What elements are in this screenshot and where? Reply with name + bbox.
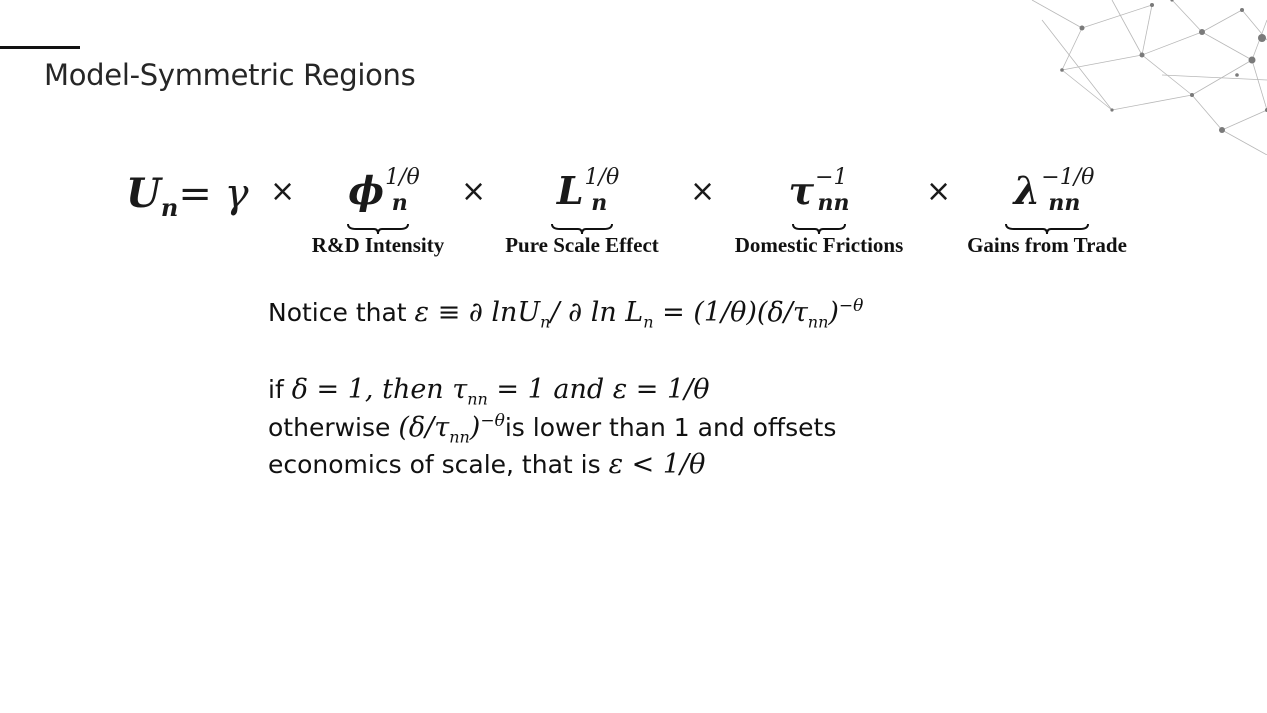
elasticity-formula: ε ≡ ∂ lnU$_n$/ ∂ $\ln L_n = (1/\theta)(\delta/\tau_{nn})^{-\theta}$ [414, 296, 864, 332]
network-decoration [1022, 0, 1267, 155]
otherwise-line: otherwise $(\delta/\tau_{nn})^{-\theta}is$ lower than 1 and offsets [268, 411, 837, 447]
equation-lhs: $U_n= \gamma$ [126, 170, 249, 222]
utility-equation [0, 150, 1267, 260]
if-condition-formula: δ = 1, then $\tau_{nn} = 1$ and ε = 1/θ [291, 374, 710, 409]
economics-line: economics of scale, that is ε < 1/θ [268, 449, 706, 480]
economics-formula: ε < 1/θ [608, 449, 706, 480]
otherwise-formula: $(\delta/\tau_{nn})^{-\theta}$ [398, 411, 505, 447]
factor-rd-intensity: $\phi^{1/\theta}_n$ R&D Intensity [298, 158, 458, 258]
factor-domestic-frictions: $\tau^{-1}_{nn}$ Domestic Frictions [716, 158, 922, 258]
notice-prefix: Notice that [268, 298, 407, 327]
times-symbol: × [270, 174, 296, 209]
factor-pure-scale-effect: $L^{1/\theta}_n$ Pure Scale Effect [487, 158, 677, 258]
times-symbol: × [461, 174, 487, 209]
title-accent-bar [0, 46, 80, 49]
if-line: if δ = 1, then $\tau_{nn} = 1$ and ε = 1/θ [268, 374, 710, 409]
label-domestic-frictions: Domestic Frictions [734, 233, 904, 257]
times-symbol: × [926, 174, 952, 209]
notice-line [268, 296, 863, 331]
label-pure-scale-effect: Pure Scale Effect [505, 233, 659, 257]
times-symbol: × [690, 174, 716, 209]
label-rd-intensity: R&D Intensity [311, 233, 445, 257]
factor-gains-from-trade: $\lambda^{-1/\theta}_{nn}$ Gains from Trade [951, 158, 1143, 258]
label-gains-from-trade: Gains from Trade [967, 233, 1127, 257]
slide-title: Model-Symmetric Regions [44, 58, 416, 92]
